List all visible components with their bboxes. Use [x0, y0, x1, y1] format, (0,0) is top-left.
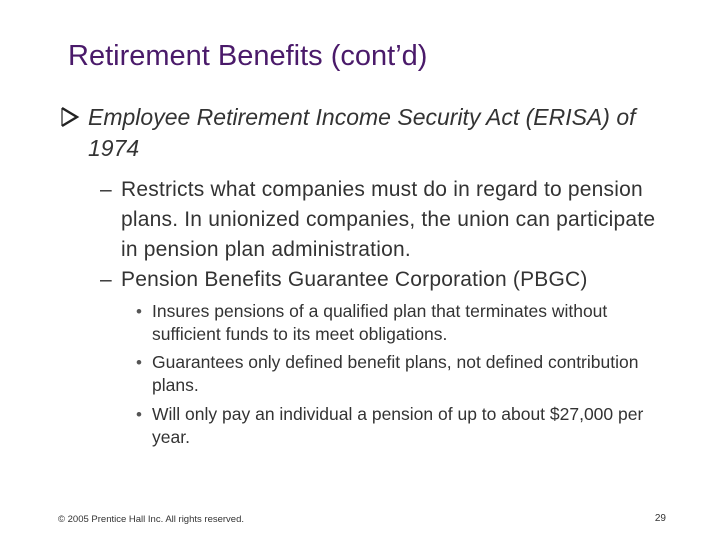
bullet-level1-text: Employee Retirement Income Security Act (ERISA) of 1974 [88, 104, 636, 161]
dash-marker: – [100, 268, 112, 291]
page-number: 29 [654, 513, 666, 524]
bullet-level3-text: Will only pay an individual a pension of up to about $27,000 per year. [152, 404, 644, 447]
bullet-level3-3 [136, 403, 656, 449]
bullet-level3-2 [136, 351, 656, 397]
arrow-bullet-icon [60, 106, 80, 128]
bullet-level3-text: Guarantees only defined benefit plans, not defined contribution plans. [152, 352, 639, 395]
bullet-level2-1 [100, 175, 660, 265]
copyright-footer: © 2005 Prentice Hall Inc. All rights reserved. [58, 514, 245, 525]
dot-marker: • [136, 405, 142, 424]
bullet-level1 [60, 102, 660, 164]
dot-marker: • [136, 353, 142, 372]
slide-title: Retirement Benefits (cont’d) [68, 40, 428, 72]
bullet-level3-1 [136, 300, 656, 346]
dash-marker: – [100, 178, 112, 201]
bullet-level3-text: Insures pensions of a qualified plan that terminates without sufficient funds to its meet obligations. [152, 301, 608, 344]
bullet-level2-2 [100, 265, 660, 295]
bullet-level2-text: Restricts what companies must do in regard to pension plans. In unionized companies, the union can participate in pension plan administration. [121, 178, 656, 261]
dot-marker: • [136, 302, 142, 321]
bullet-level2-text: Pension Benefits Guarantee Corporation (PBGC) [121, 268, 588, 291]
